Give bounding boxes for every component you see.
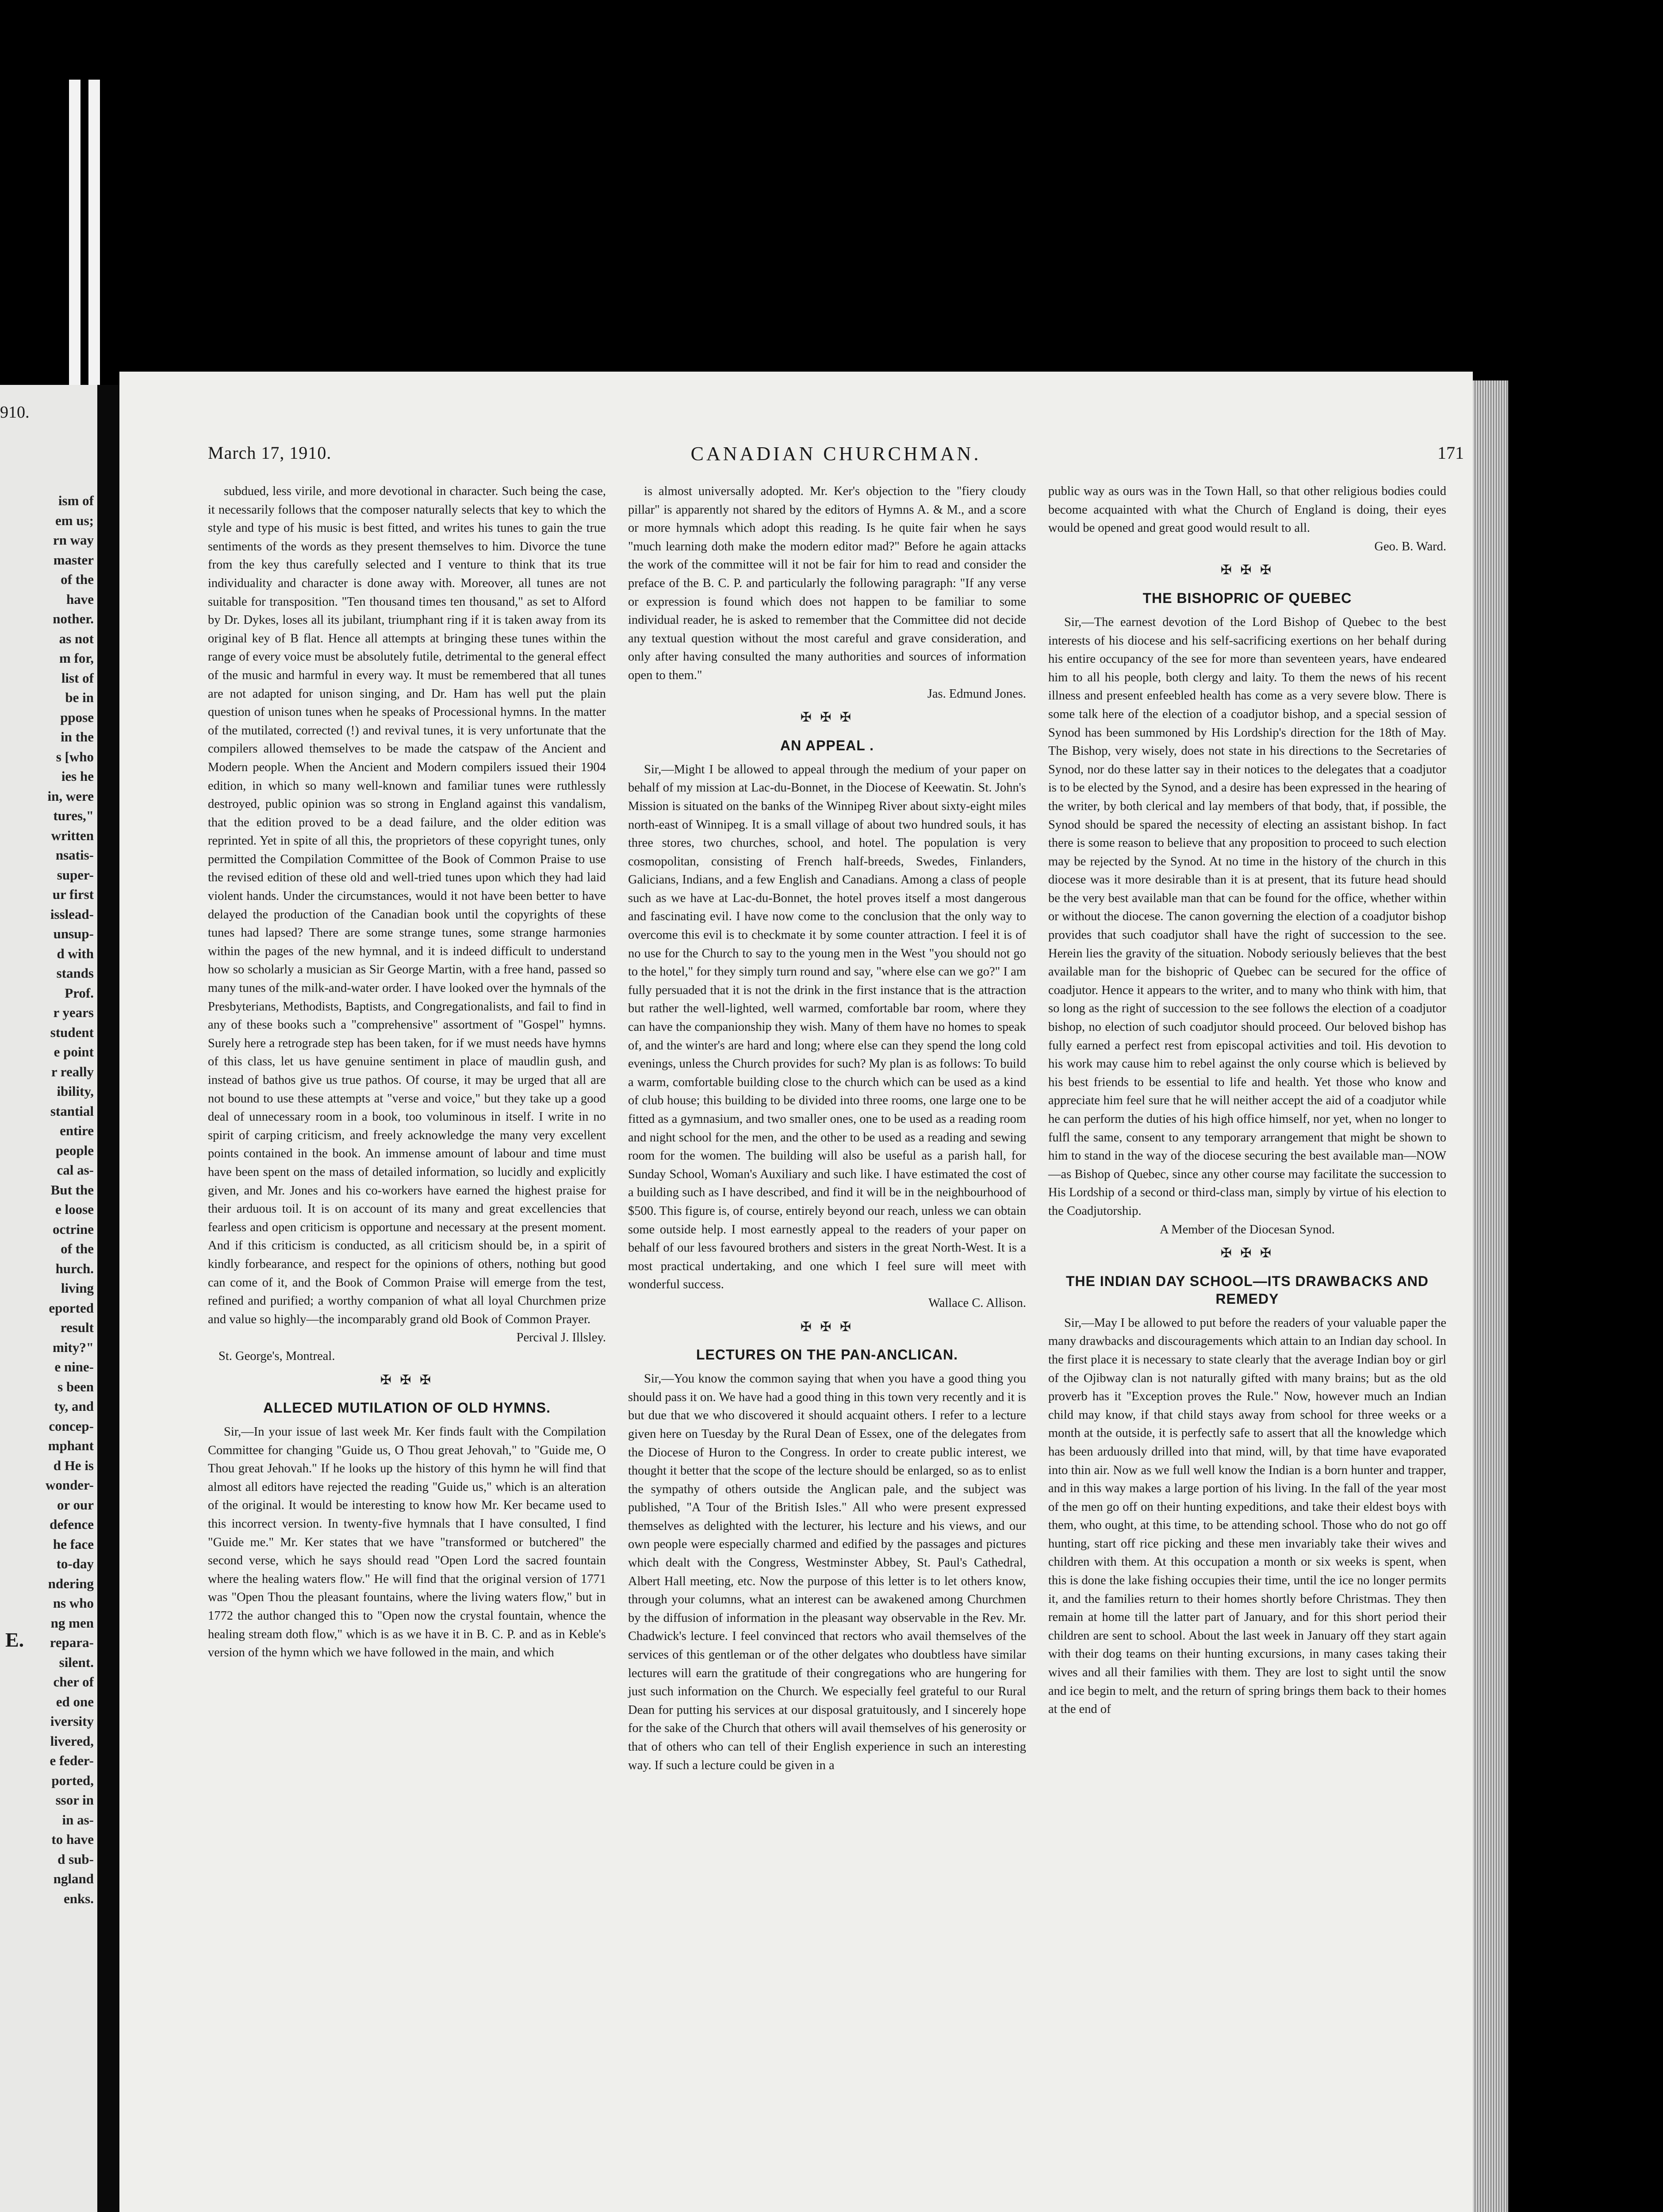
facing-page-line: d sub- [57, 1851, 94, 1867]
facing-page-line: as not [59, 630, 94, 646]
article-paragraph: public way as ours was in the Town Hall, so that other religious bodies could become acquainted with what the Church of England is doing, their eyes would be opened and great good would result to all. [1048, 484, 1446, 535]
facing-page-line: r years [53, 1005, 94, 1020]
facing-page-line: ngland [53, 1871, 94, 1886]
facing-page-line: e point [54, 1044, 94, 1060]
facing-page-line: s been [57, 1379, 94, 1394]
facing-page-line: rn way [53, 532, 94, 548]
facing-page-year: 910. [0, 403, 30, 422]
facing-page-line: of the [61, 572, 94, 587]
page-number: 171 [1437, 443, 1464, 463]
facing-page-line: ssor in [55, 1792, 94, 1808]
facing-page-line: written [51, 827, 94, 843]
facing-page-line: entire [60, 1123, 94, 1138]
facing-page-line: ism of [58, 493, 94, 508]
facing-page-line: tures," [53, 808, 94, 823]
facing-page-line: em us; [55, 512, 94, 528]
article-heading: AN APPEAL . [780, 737, 874, 753]
facing-page-line: list of [61, 670, 94, 686]
facing-page-text [46, 491, 94, 1909]
article-heading: THE INDIAN DAY SCHOOL—ITS DRAWBACKS AND REMEDY [1065, 1273, 1429, 1307]
facing-page-line: unsup- [53, 926, 94, 941]
facing-page-line: Prof. [65, 985, 94, 1001]
facing-page-line: he face [53, 1536, 94, 1552]
facing-page-line: wonder- [45, 1477, 94, 1493]
facing-page-line: silent. [59, 1654, 94, 1670]
facing-page-line: iversity [50, 1713, 94, 1729]
article-paragraph: Sir,—The earnest devotion of the Lord Bishop of Quebec to the best interests of his diocese and his self-sacrificing exertions on her behalf during his entire occupancy of the see for more than seventeen years, have endeared him to all his people, both clergy and laity. To them the news of his recent illness and present enfeebled health has come as a very severe blow. There is some talk here of the election of a coadjutor bishop, and a special session of Synod has been summoned by His Lordship's direction for the 18th of May. The Bishop, very wisely, does not state in his directions to the Secretaries of Synod, nor do these latter say in their notices to the delegates that a coadjutor is to be elected by the Synod, and a desire has been expressed in the hearing of the writer, by both clerical and lay members of that body, that, if possible, the Synod should be spared the necessity of electing an assistant bishop. In fact there is some reason to believe that any proposition to proceed to such election may be rejected by the Synod. At no time in the history of the church in this diocese was it more desirable than it is at present, that its future head should be the very best available man that can be found for the office, whether within or without the diocese. The canon governing the election of a coadjutor bishop provides that such coadjutor shall have the right of succession to the see. Herein lies the gravity of the situation. Nobody seriously believes that the best available man for the bishopric of Quebec can be secured for the office of coadjutor. Hence it appears to the writer, and to many who think with him, that so long as the right of succession to the see follows the election of a coadjutor bishop, no election of such coadjutor should proceed. Our beloved bishop has fully earned a perfect rest from episcopal activities and toil. His devotion to his work may cause him to rebel against the only course which is believed by his best friends to be essential to life and health. Yet those who know and appreciate him feel sure that he will neither accept the aid of a coadjutor while he can perform the duties of his high office himself, nor yet, when no longer to fulfl the same, consent to any temporary arrangement that might be shown to him to stand in the way of the diocese securing the best available man—NOW—as Bishop of Quebec, since any other course may facilitate the succession to His Lordship of a second or third-class man, simply by virtue of his election to the Coadjutorship. [1048, 615, 1446, 1218]
facing-page-line: result [60, 1320, 94, 1335]
letter-signature: A Member of the Diocesan Synod. [1160, 1222, 1335, 1237]
column-2 [628, 482, 1026, 1774]
facing-page-line: e nine- [54, 1359, 94, 1375]
facing-page-fragment [0, 385, 97, 2212]
article-heading: ALLECED MUTILATION OF OLD HYMNS. [263, 1400, 551, 1416]
article-paragraph: subdued, less virile, and more devotional in character. Such being the case, it necessarily follows that the composer naturally selects that key to which the style and type of his music is best fitted, and writes his tunes to gain the true sentiments of the words as they present themselves to him. Divorce the tune from the key thus carefully selected and I venture to think that its true individuality and character is done away with. Moreover, all tunes are not suitable for transposition. "Ten thousand times ten thousand," as set to Alford by Dr. Dykes, loses all its jubilant, triumphant ring if it is taken away from its original key of B flat. Hence all attempts at bringing these tunes within the range of every voice must be absolutely futile, detrimental to the general effect of the music and harmful in every way. It must be remembered that all tunes are not adapted for unison singing, and Dr. Ham has well put the plain question of unison tunes when he speaks of Processional hymns. In the matter of the mutilated, corrected (!) and revival tunes, it is very unfortunate that the compilers allowed themselves to be made the catspaw of the Ancient and Modern people. When the Ancient and Modern compilers issued their 1904 edition, in which so many well-known and familiar tunes were ruthlessly destroyed, public opinion was so strong in England against this vandalism, that the edition proved to be a dead failure, and the older edition was reprinted. Yet in spite of all this, the proprietors of these copyright tunes, only permitted the Compilation Committee of the Book of Common Praise to use the revised edition of these old and well-tried tunes upon which they had laid violent hands. Under the circumstances, would it not have been better to have delayed the production of the Canadian book until the copyrights of these tunes had lapsed? There are some strange tunes, some strange harmonies within the pages of the new hymnal, and it is indeed difficult to understand how so scholarly a musician as Sir George Martin, with a free hand, passed so many tunes of the milk-and-water order. I have looked over the hymnals of the Presbyterians, Methodists, Baptists, and Congregationalists, and fail to find in any of these books such a "comprehensive" assortment of "Gospel" hymns. Surely here a retrograde step has been taken, for if we must needs have hymns of this class, let us have genuine sentiment in place of maudlin gush, and instead of bathos give us true pathos. Of course, it may be urged that all are not bound to use these attempts at "verse and voice," but they take up a good deal of unnecessary room in a book, too voluminous in itself. I write in no spirit of carping criticism, and freely acknowledge the many very excellent points contained in the book. An immense amount of labour and time must have been spent on the mass of detailed information, so lucidly and explicitly given, and Mr. Jones and his co-workers have earned the highest praise for their arduous toil. It is on account of its many and great excellencies that fearless and open criticism is opportune and necessary at the present moment. And if this criticism is conducted, as all criticism should be, in a spirit of kindly forbearance, and respect for the opinions of others, nothing but good can come of it, and the Book of Common Praise will emerge from the test, refined and purified; a worthy companion of what all loyal Churchmen prize and value so highly—the incomparably grand old Book of Common Prayer. [208, 484, 606, 1326]
facing-page-line: have [66, 591, 94, 607]
facing-page-heading: E. [5, 1628, 24, 1651]
facing-page-line: defence [50, 1517, 94, 1532]
page-edges [1473, 380, 1508, 2212]
newspaper-page [119, 372, 1473, 2212]
facing-page-line: ed one [56, 1694, 94, 1709]
facing-page-line: of the [61, 1241, 94, 1256]
facing-page-line: to-day [56, 1556, 94, 1571]
facing-page-line: eported [49, 1300, 94, 1316]
facing-page-line: e feder- [50, 1753, 94, 1768]
facing-page-line: s [who [56, 749, 94, 764]
letter-signature: Geo. B. Ward. [1374, 539, 1446, 553]
facing-page-line: concep- [49, 1418, 94, 1434]
masthead: CANADIAN CHURCHMAN. [690, 443, 981, 465]
article-paragraph: Sir,—May I be allowed to put before the readers of your valuable paper the many drawbacks and discouragements which attain to an Indian day school. In the first place it is necessary to state clearly that the average Indian boy or girl of the Ojibway clan is not naturally gifted with many brains; but as the old proverb has it "Exception proves the Rule." Now, however much an Indian child may know, if that child stays away from school for three weeks or a month at the outside, it is perfectly safe to assert that all the knowledge which has been arduously drilled into that mind, will, by that time have evaporated into thin air. Now as we full well know the Indian is a born hunter and trapper, and in this way makes a large portion of his living. In the fall of the year most of the men go off on their hunting expeditions, and take their eldest boys with them, who ought, at this time, to be attending school. Those who do not go off hunting, start off rice picking and these men invariably take their wives and children with them. At this occupation a month or six weeks is spent, when this is done the lake fishing occupies their time, until the ice no longer permits it, and the families return to their homes shortly before Christmas. They then remain at home till the latter part of January, and for this short period their children are sent to school. About the last week in January off they start again with their dog teams on their hunting excursions, in many cases taking their wives and all their families with them. They are lost to sight until the snow and ice begin to melt, and the return of spring brings them back to their homes at the end of [1048, 1316, 1446, 1717]
facing-page-line: cher of [53, 1674, 94, 1690]
article-paragraph: Sir,—Might I be allowed to appeal through the medium of your paper on behalf of my mission at Lac-du-Bonnet, in the Diocese of Keewatin. St. John's Mission is situated on the banks of the Winnipeg River about sixty-eight miles north-east of Winnipeg. It is a small village of about two hundred souls, it has three stores, two churches, school, and hotel. The population is very cosmopolitan, consisting of French half-breeds, Swedes, Finlanders, Galicians, Indians, and a few English and Canadians. Among a class of people such as we have at Lac-du-Bonnet, the hotel proves itself a most dangerous and fascinating evil. I have now come to the conclusion that the only way to overcome this evil is to checkmate it by some counter attraction. I feel it is of no use for the Church to say to the young men in the West "you should not go to the hotel," for they simply turn round and say, "where else can we go?" I am fully persuaded that it is not the drink in the first instance that is the attraction but rather the well-lighted, well warmed, comfortable bar room, where they can have the companionship they wish. Many of them have no homes to speak of, and the winter's are hard and long; where else can they spend the long cold evenings, unless the Church provides for such? My plan is as follows: To build a warm, comfortable building close to the church which can be used as a kind of club house; this building to be divided into three rooms, one large one to be fitted as a gymnasium, and two smaller ones, one to be used as a reading room and night school for the men, and the other to be used as a reading and sewing room for the women. The building will also be useful as a parish hall, for Sunday School, Woman's Auxiliary and such like. I have estimated the cost of a building such as I have described, and find it will be in the neighbourhood of $500. This figure is, of course, entirely beyond our reach, unless we can obtain some outside help. I most earnestly appeal to the readers of your paper on behalf of our less favoured brothers and sisters in the great North-West. It is a most practical undertaking, and one which I feel sure will meet with wonderful success. [628, 762, 1026, 1292]
letter-place: St. George's, Montreal. [218, 1349, 335, 1363]
issue-date: March 17, 1910. [208, 443, 332, 463]
section-ornament: ✠ ✠ ✠ [1220, 1246, 1274, 1261]
column-1 [208, 482, 606, 1662]
facing-page-line: nsatis- [55, 847, 94, 863]
page-header [208, 442, 1464, 469]
facing-page-line: be in [65, 690, 94, 705]
facing-page-line: hurch. [55, 1260, 94, 1276]
facing-page-line: m for, [59, 650, 94, 666]
facing-page-line: isslead- [50, 906, 94, 922]
facing-page-line: in the [61, 729, 94, 745]
facing-page-line: d with [57, 945, 94, 961]
section-ornament: ✠ ✠ ✠ [380, 1372, 434, 1387]
facing-page-line: mphant [48, 1438, 94, 1453]
facing-page-line: enks. [63, 1890, 94, 1906]
facing-page-line: ns who [53, 1595, 94, 1611]
facing-page-line: ndering [48, 1575, 94, 1591]
column-3 [1048, 482, 1446, 1719]
article-paragraph: is almost universally adopted. Mr. Ker's objection to the "fiery cloudy pillar" is apparently not shared by the editors of Hymns A. & M., and a score or more hymnals which adopt this reading. Is he quite fair when he says "much learning doth make the modern editor mad?" Before he again attacks the work of the committee will it not be fair for him to read and consider the preface of the B. C. P. and particularly the following paragraph: "If any verse or expression is found which does not happen to be familiar to some individual reader, he is asked to remember that the Committee did not decide any textual question without the most careful and grave consideration, and only after having consulted the many authorities and sources of information open to them." [628, 484, 1026, 682]
article-paragraph: Sir,—You know the common saying that when you have a good thing you should pass it on. We have had a good thing in this town very recently and it is but due that we who discovered it should acquaint others. I refer to a lecture given here on Tuesday by the Rural Dean of Essex, one of the delegates from the Diocese of Huron to the Congress. In order to create public interest, we thought it better that the scope of the lecture should be enlarged, so as to enlist the sympathy of others outside the Anglican pale, and the subject was published, "A Tour of the British Isles." All who were present expressed themselves as delighted with the lecturer, his lecture and his views, and our own people were especially charmed and edified by the passages and pictures which dealt with the Congress, Westminster Abbey, St. Paul's Cathedral, Albert Hall meeting, etc. Now the purpose of this letter is to let others know, through your columns, what an interest can be awakened among Churchmen by the diffusion of information in the pleasant way observable in the Rev. Mr. Chadwick's lecture. I feel convinced that rectors who avail themselves of the services of this gentleman or of the other delgates who doubtless have similar lectures will earn the gratitude of their congregations who are hungering for just such information on the Church. We especially feel grateful to our Rural Dean for putting his services at our disposal gratuitously, and I sincerely hope for the sake of the Church that others will avail themselves of his generosity or that of others who can tell of their English experience in such an interesting way. If such a lecture could be given in a [628, 1372, 1026, 1772]
facing-page-line: people [55, 1142, 94, 1158]
facing-page-line: student [50, 1024, 94, 1040]
section-ornament: ✠ ✠ ✠ [1220, 563, 1274, 578]
facing-page-line: ppose [60, 709, 94, 725]
facing-page-line: ng men [50, 1615, 94, 1631]
facing-page-line: or our [57, 1497, 94, 1513]
facing-page-line: stands [56, 965, 94, 981]
facing-page-line: octrine [53, 1221, 94, 1237]
facing-page-line: repara- [50, 1635, 94, 1650]
facing-page-line: mity?" [53, 1339, 94, 1355]
facing-page-line: livered, [50, 1733, 94, 1749]
facing-page-line: d He is [53, 1457, 94, 1473]
facing-page-line: cal as- [57, 1162, 94, 1178]
letter-signature: Percival J. Illsley. [516, 1331, 606, 1345]
facing-page-line: nother. [53, 611, 94, 626]
facing-page-line: ibility, [57, 1083, 94, 1099]
book-gutter [97, 385, 119, 2212]
article-heading: THE BISHOPRIC OF QUEBEC [1142, 590, 1352, 606]
facing-page-line: e loose [55, 1202, 94, 1217]
facing-page-line: ty, and [54, 1398, 94, 1414]
facing-page-line: super- [57, 867, 94, 883]
facing-page-line: to have [51, 1832, 94, 1847]
letter-signature: Wallace C. Allison. [928, 1296, 1026, 1310]
facing-page-line: ur first [52, 887, 94, 902]
facing-page-line: stantial [50, 1103, 94, 1119]
facing-page-line: ported, [51, 1772, 94, 1788]
facing-page-line: r really [51, 1064, 94, 1079]
article-paragraph: Sir,—In your issue of last week Mr. Ker finds fault with the Compilation Committee for changing "Guide us, O Thou great Jehovah," to "Guide me, O Thou great Jehovah." If he looks up the history of this hymn he will find that almost all editors have rejected the reading "Guide us," which is an alteration of the original. It would be interesting to know how Mr. Ker became used to this incorrect version. In twenty-five hymnals that I have consulted, I find "Guide me." Mr. Ker states that we have "transformed or butchered" the second verse, which he says should read "Open Lord the sacred fountain where the healing waters flow." He will find that the original version of 1771 was "Open Thou the pleasant fountains, where the living waters flow," but in 1772 the author changed this to "Open now the crystal fountain, whence the healing stream doth flow," which is as we have it in B. C. P. and as in Keble's version of the hymn which we have followed in the main, and which [208, 1425, 606, 1660]
facing-page-line: ies he [61, 768, 94, 784]
section-ornament: ✠ ✠ ✠ [800, 1319, 854, 1334]
facing-page-line: master [53, 552, 94, 568]
article-heading: LECTURES ON THE PAN-ANCLICAN. [696, 1347, 958, 1363]
facing-page-line: But the [50, 1182, 94, 1198]
section-ornament: ✠ ✠ ✠ [800, 710, 854, 725]
letter-signature: Jas. Edmund Jones. [927, 687, 1026, 701]
facing-page-line: in as- [62, 1812, 94, 1828]
facing-page-line: in, were [47, 788, 94, 804]
facing-page-line: living [61, 1280, 94, 1296]
